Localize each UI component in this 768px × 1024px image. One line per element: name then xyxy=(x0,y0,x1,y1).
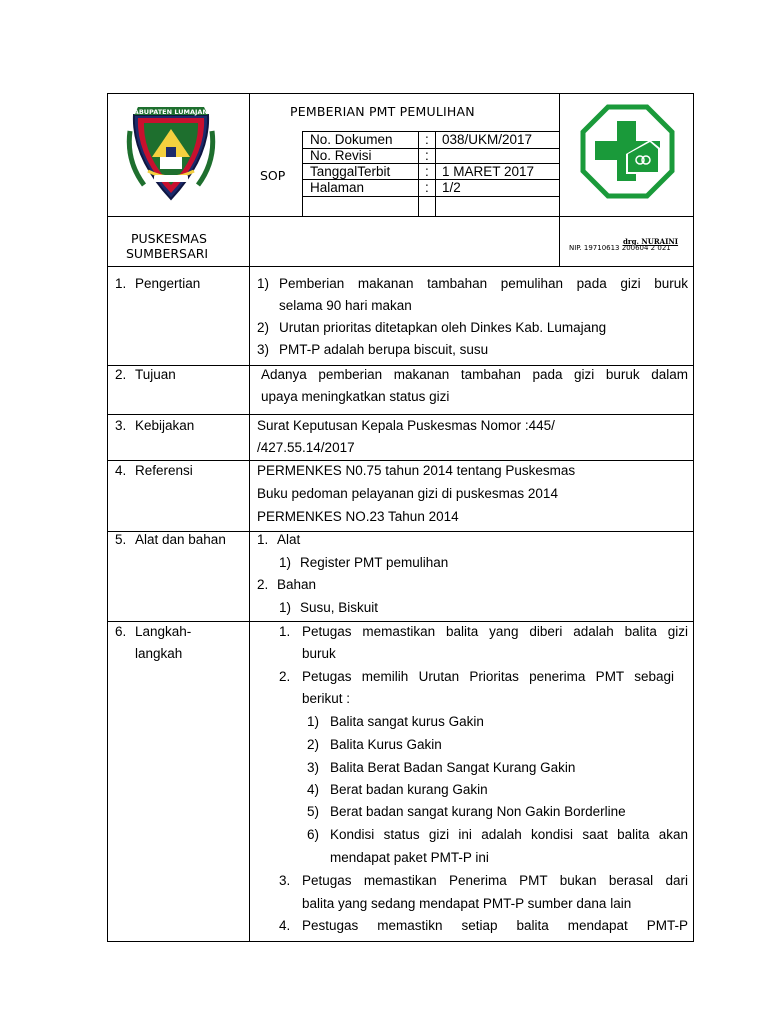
header-row-bottom xyxy=(107,216,694,217)
pengertian-item-1-cont: selama 90 hari makan xyxy=(279,298,412,313)
priority-item-3: Balita Berat Badan Sangat Kurang Gakin xyxy=(330,760,576,775)
org-name-line2: SUMBERSARI xyxy=(126,246,209,261)
list-number: 2) xyxy=(307,737,320,752)
pengertian-item-2: Urutan prioritas ditetapkan oleh Dinkes Kab. Lumajang xyxy=(279,320,607,335)
pengertian-item-3: PMT-P adalah berupa biscuit, susu xyxy=(279,342,489,357)
list-number: 4) xyxy=(307,782,320,797)
meta-value-doc-number: 038/UKM/2017 xyxy=(442,132,533,147)
list-number: 1) xyxy=(279,600,292,615)
list-number: 3. xyxy=(279,873,291,888)
sop-label: SOP xyxy=(260,168,286,183)
priority-item-1: Balita sangat kurus Gakin xyxy=(330,714,484,729)
meta-sep-doc-number: : xyxy=(425,132,429,147)
alat-group-1: Alat xyxy=(277,532,301,547)
meta-col-colon-l xyxy=(418,131,419,216)
table-border-top xyxy=(107,93,694,94)
item-number: 2) xyxy=(257,320,270,335)
list-number: 4. xyxy=(279,918,291,933)
list-number: 1. xyxy=(279,624,291,639)
signer-nip: NIP. 19710613 200604 2 021 xyxy=(569,244,671,252)
section-number: 1. xyxy=(115,276,127,291)
kabupaten-lumajang-emblem xyxy=(124,101,218,203)
list-number: 3) xyxy=(307,760,320,775)
step-2-line-1: Petugas memilih Urutan Prioritas penerima PMT sebagi xyxy=(302,669,674,684)
section-sep-5 xyxy=(107,621,694,622)
section-number: 4. xyxy=(115,463,127,478)
priority-item-4: Berat badan kurang Gakin xyxy=(330,782,488,797)
section-label-kebijakan: Kebijakan xyxy=(135,418,195,433)
section-sep-2 xyxy=(107,414,694,415)
section-number: 3. xyxy=(115,418,127,433)
meta-value-issue-date: 1 MARET 2017 xyxy=(442,164,535,179)
priority-item-6-cont: mendapat paket PMT-P ini xyxy=(330,850,489,865)
list-number: 2. xyxy=(279,669,291,684)
list-number: 2. xyxy=(257,577,269,592)
kebijakan-line-1: Surat Keputusan Kepala Puskesmas Nomor :445/ xyxy=(257,418,555,433)
meta-label-issue-date: TanggalTerbit xyxy=(310,164,391,179)
table-border-right xyxy=(693,93,694,942)
section-label-pengertian: Pengertian xyxy=(135,276,201,291)
meta-label-revision: No. Revisi xyxy=(310,148,372,163)
list-number: 1) xyxy=(307,714,320,729)
emblem-text: KABUPATEN LUMAJANG xyxy=(128,108,214,116)
tujuan-line-1: Adanya pemberian makanan tambahan pada gizi buruk dalam xyxy=(261,367,688,382)
section-number: 6. xyxy=(115,624,127,639)
referensi-line-3: PERMENKES NO.23 Tahun 2014 xyxy=(257,509,459,524)
item-number: 1) xyxy=(257,276,270,291)
meta-value-page: 1/2 xyxy=(442,180,461,195)
priority-item-6: Kondisi status gizi ini adalah kondisi saat balita akan xyxy=(330,827,688,842)
bahan-item-1: Susu, Biskuit xyxy=(300,600,379,615)
list-number: 5) xyxy=(307,804,320,819)
section-sep-1 xyxy=(107,365,694,366)
table-border-left xyxy=(107,93,108,942)
section-label-tujuan: Tujuan xyxy=(135,367,176,382)
meta-sep-revision: : xyxy=(425,148,429,163)
org-name-line1: PUSKESMAS xyxy=(131,231,207,246)
section-label-alat: Alat dan bahan xyxy=(135,532,226,547)
list-number: 1. xyxy=(257,532,269,547)
meta-label-page: Halaman xyxy=(310,180,365,195)
section-label-langkah-1: Langkah- xyxy=(135,624,192,639)
table-border-bottom xyxy=(107,941,694,942)
document-title: PEMBERIAN PMT PEMULIHAN xyxy=(290,104,475,119)
section-number: 5. xyxy=(115,532,127,547)
meta-label-doc-number: No. Dokumen xyxy=(310,132,393,147)
referensi-line-2: Buku pedoman pelayanan gizi di puskesmas 2014 xyxy=(257,486,558,501)
header-divider-right xyxy=(559,93,560,267)
meta-col-colon-r xyxy=(435,131,436,216)
section-sep-3 xyxy=(107,460,694,461)
item-number: 3) xyxy=(257,342,270,357)
section-label-langkah-2: langkah xyxy=(135,646,183,661)
step-4-line-1: Pestugas memastikn setiap balita mendapat PMT-P xyxy=(302,918,688,933)
signer-name: drg. NURAINI xyxy=(623,237,679,246)
step-2-line-2: berikut : xyxy=(302,691,351,706)
puskesmas-logo xyxy=(580,104,675,199)
meta-col-left xyxy=(302,131,303,216)
referensi-line-1: PERMENKES N0.75 tahun 2014 tentang Puskesmas xyxy=(257,463,576,478)
alat-item-1: Register PMT pemulihan xyxy=(300,555,449,570)
step-1-line-1: Petugas memastikan balita yang diberi adalah balita gizi xyxy=(302,624,688,639)
step-3-line-1: Petugas memastikan Penerima PMT bukan berasal dari xyxy=(302,873,688,888)
section-label-referensi: Referensi xyxy=(135,463,193,478)
alat-group-2: Bahan xyxy=(277,577,317,592)
meta-row-4 xyxy=(302,196,559,197)
list-number: 6) xyxy=(307,827,320,842)
priority-item-5: Berat badan sangat kurang Non Gakin Borderline xyxy=(330,804,626,819)
section-number: 2. xyxy=(115,367,127,382)
kebijakan-line-2: /427.55.14/2017 xyxy=(257,440,355,455)
list-number: 1) xyxy=(279,555,292,570)
priority-item-2: Balita Kurus Gakin xyxy=(330,737,442,752)
org-row-bottom xyxy=(107,266,694,267)
step-1-line-2: buruk xyxy=(302,646,336,661)
step-3-line-2: balita yang sedang mendapat PMT-P sumber dana lain xyxy=(302,896,632,911)
tujuan-line-2: upaya meningkatkan status gizi xyxy=(261,389,450,404)
pengertian-item-1: Pemberian makanan tambahan pemulihan pada gizi buruk xyxy=(279,276,688,291)
meta-sep-page: : xyxy=(425,180,429,195)
meta-sep-issue-date: : xyxy=(425,164,429,179)
header-divider-left xyxy=(249,93,250,942)
